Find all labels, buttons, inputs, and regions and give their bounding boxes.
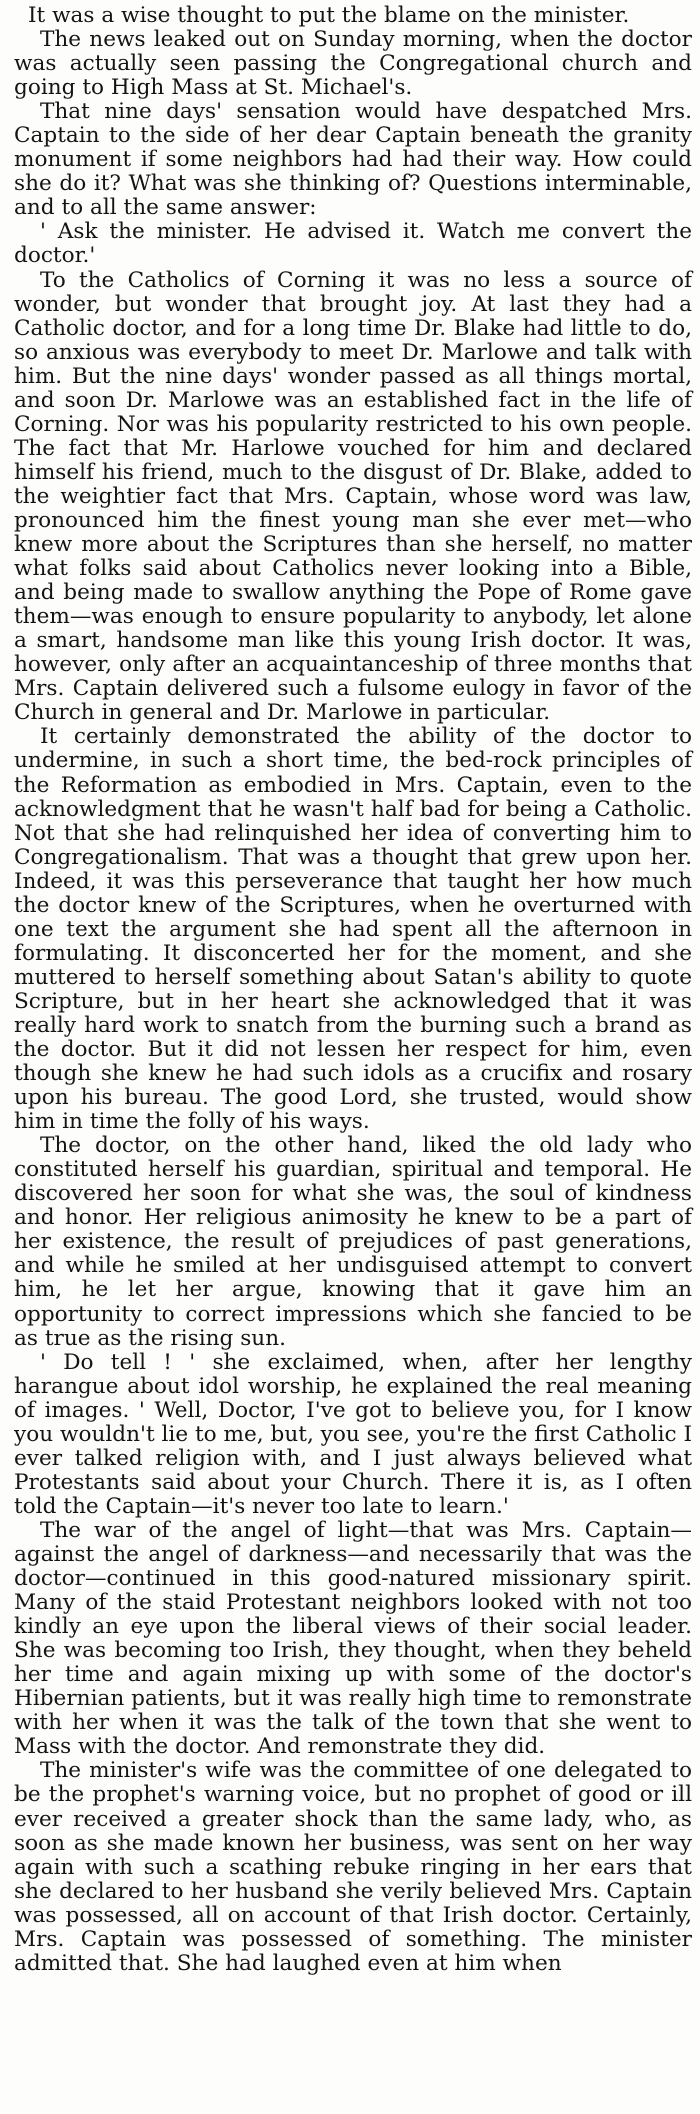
paragraph-ask-minister-quote: ' Ask the minister. He advised it. Watch me convert the doctor.' bbox=[14, 219, 692, 269]
paragraph-ability-to-undermine: It certainly demonstrated the ability of the doctor to undermine, in such a short time, the bed-rock principles of the Reformation as embodied in Mrs. Captain, even to the acknowledgment that he wasn't half bad for being a Catholic. Not that she had relinquished her idea of converting him to Congregationalism. That was a thought that grew upon her. Indeed, it was this perseverance that taught her how much the doctor knew of the Scriptures, when he overturned with one text the argument she had spent all the afternoon in formulating. It disconcerted her for the moment, and she muttered to herself something about Satan's ability to quote Scripture, but in her heart she acknowledged that it was really hard work to snatch from the burning such a brand as the doctor. But it did not lessen her respect for him, even though she knew he had such idols as a crucifix and rosary upon his bureau. The good Lord, she trusted, would show him in time the folly of his ways. bbox=[14, 724, 692, 1135]
paragraph-nine-days-sensation: That nine days' sensation would have despatched Mrs. Captain to the side of her dear Captain beneath the granity monument if some neighbors had had their way. How could she do it? What was she thinking of? Questions interminable, and to all the same answer: bbox=[14, 99, 692, 221]
paragraph-do-tell-quote: ' Do tell ! ' she exclaimed, when, after her lengthy harangue about idol worship, he explained the real meaning of images. ' Well, Doctor, I've got to believe you, for I know you wouldn't lie to me, but, you see, you're the first Catholic I ever talked religion with, and I just always believed what Protestants said about your Church. There it is, as I often told the Captain—it's never too late to learn.' bbox=[14, 1349, 692, 1519]
paragraph-war-of-angels: The war of the angel of light—that was Mrs. Captain—against the angel of darkness—and necessarily that was the doctor—continued in this good-natured missionary spirit. Many of the staid Protestant neighbors looked with not too kindly an eye upon the liberal views of their social leader. She was becoming too Irish, they thought, when they beheld her time and again mixing up with some of the doctor's Hibernian patients, but it was really high time to remonstrate with her when it was the talk of the town that she went to Mass with the doctor. And remonstrate they did. bbox=[14, 1517, 692, 1760]
article-column bbox=[14, 4, 692, 1976]
paragraph-news-leaked: The news leaked out on Sunday morning, when the doctor was actually seen passing the Congregational church and going to High Mass at St. Michael's. bbox=[14, 27, 692, 101]
paragraph-blame-minister: It was a wise thought to put the blame on the minister. bbox=[28, 3, 630, 28]
paragraph-catholics-of-corning: To the Catholics of Corning it was no less a source of wonder, but wonder that brought joy. At last they had a Catholic doctor, and for a long time Dr. Blake had little to do, so anxious was everybody to meet Dr. Marlowe and talk with him. But the nine days' wonder passed as all things mortal, and soon Dr. Marlowe was an established fact in the life of Corning. Nor was his popularity restricted to his own people. The fact that Mr. Harlowe vouched for him and declared himself his friend, much to the disgust of Dr. Blake, added to the weightier fact that Mrs. Captain, whose word was law, pronounced him the finest young man she ever met—who knew more about the Scriptures than she herself, no matter what folks said about Catholics never looking into a Bible, and being made to swallow anything the Pope of Rome gave them—was enough to ensure popularity to anybody, let alone a smart, handsome man like this young Irish doctor. It was, however, only after an acquaintanceship of three months that Mrs. Captain delivered such a fulsome eulogy in favor of the Church in general and Dr. Marlowe in particular. bbox=[14, 267, 692, 726]
paragraph-ministers-wife: The minister's wife was the committee of one delegated to be the prophet's warning voice, but no prophet of good or ill ever received a greater shock than the same lady, who, as soon as she made known her business, was sent on her way again with such a scathing rebuke ringing in her ears that she declared to her husband she verily believed Mrs. Captain was possessed, all on account of that Irish doctor. Certainly, Mrs. Captain was possessed of something. The minister admitted that. She had laughed even at him when bbox=[14, 1758, 692, 1976]
paragraph-doctor-liked-old-lady: The doctor, on the other hand, liked the old lady who constituted herself his guardian, spiritual and temporal. He discovered her soon for what she was, the soul of kindness and honor. Her religious animosity he knew to be a part of her existence, the result of prejudices of past generations, and while he smiled at her undisguised attempt to convert him, he let her argue, knowing that it gave him an opportunity to correct impressions which she fancied to be as true as the rising sun. bbox=[14, 1133, 692, 1351]
